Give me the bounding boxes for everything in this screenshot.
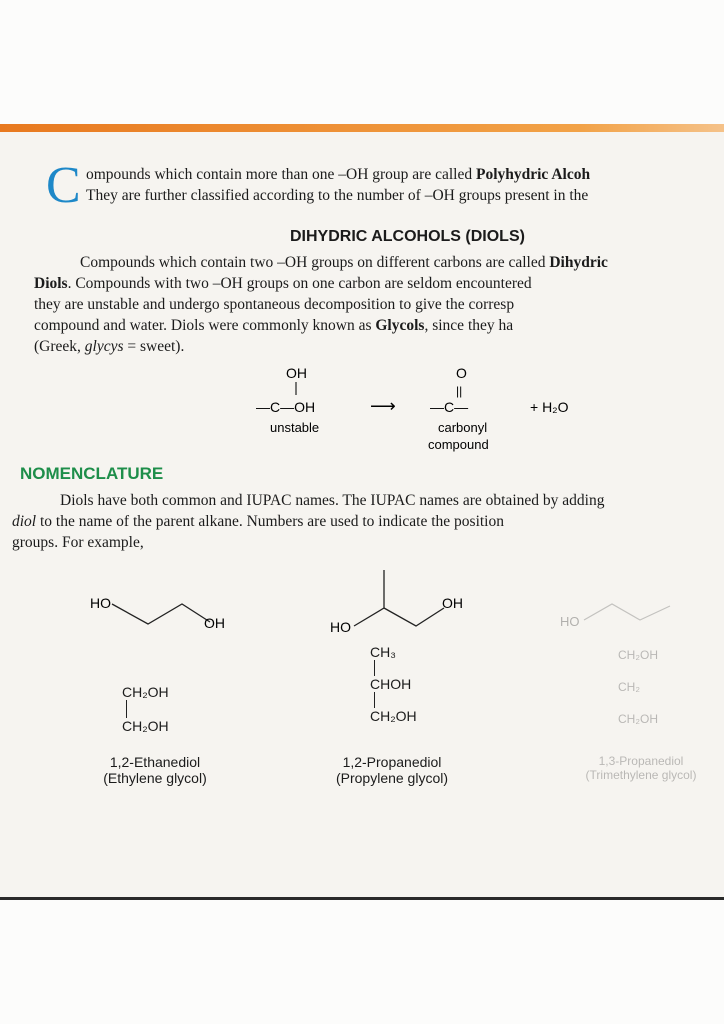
book-page — [0, 124, 724, 900]
propanediol-oh: OH — [442, 595, 463, 611]
diols-paragraph: Compounds which contain two –OH groups on different carbons are called Dihydric Diols. Compounds with two –OH groups on one carbon are seldom encountered they are unstable and undergo spontaneous decomposition to give the corresp compound and water. Diols were commonly known as Glycols, since they ha (Greek, glycys = sweet). — [34, 254, 608, 355]
trimethylene-names: 1,3-Propanediol (Trimethylene glycol) — [585, 754, 697, 782]
propanediol-names: 1,2-Propanediol (Propylene glycol) — [335, 754, 449, 786]
hydroxyl-top: OH — [286, 365, 307, 381]
propanediol-condensed: CH₃ CHOH CH₂OH — [370, 644, 417, 724]
propanediol-bonds-b — [384, 608, 444, 626]
intro-line-1: ompounds which contain more than one –OH group are called Polyhydric Alcoh — [86, 166, 591, 183]
ethanediol-condensed: CH₂OH CH₂OH — [122, 684, 169, 734]
trimethylene-skeletal — [560, 596, 720, 636]
intro-line-2: They are further classified according to the number of –OH groups present in the — [86, 187, 589, 204]
trimethylene-bonds — [584, 604, 670, 620]
nomenclature-paragraph: Diols have both common and IUPAC names. The IUPAC names are obtained by adding diol to the name of the parent alkane. Numbers are used to indicate the position groups. For example, — [12, 492, 605, 551]
propanediol-bond-2 — [374, 692, 375, 708]
propanediol-bond-1 — [374, 660, 375, 676]
carbonyl-oxygen: O — [456, 365, 467, 381]
intro-paragraph — [46, 157, 716, 214]
propanediol-skeletal — [320, 566, 510, 656]
ethanediol-ho: HO — [90, 595, 111, 611]
unstable-label: unstable — [270, 420, 320, 435]
propanediol-ho: HO — [330, 619, 351, 635]
page-bottom-rule — [0, 897, 724, 900]
unstable-chain: —C—OH — [256, 399, 316, 415]
double-bond: || — [456, 384, 463, 398]
propanediol-bonds-a — [354, 570, 384, 626]
trimethylene-condensed: CH₂OH CH₂ CH₂OH — [618, 648, 658, 726]
reaction-arrow: ⟶ — [370, 396, 396, 416]
page-header-bar — [0, 124, 724, 132]
drop-cap: C — [46, 157, 81, 214]
ethanediol-skeletal — [70, 594, 250, 654]
trimethylene-ho: HO — [560, 614, 580, 629]
section-heading-nomenclature: NOMENCLATURE — [20, 464, 164, 483]
carbonyl-label-1: carbonyl — [438, 420, 488, 435]
ethanediol-names: 1,2-Ethanediol (Ethylene glycol) — [103, 754, 207, 786]
decomposition-reaction — [250, 362, 610, 462]
water-product: + H₂O — [530, 399, 569, 415]
ethanediol-bond — [126, 700, 127, 718]
section-heading-diols: DIHYDRIC ALCOHOLS (DIOLS) — [290, 228, 525, 245]
ethanediol-oh: OH — [204, 615, 225, 631]
ethanediol-bonds — [112, 604, 210, 624]
carbonyl-chain: —C— — [430, 399, 469, 415]
carbonyl-label-2: compound — [428, 437, 489, 452]
